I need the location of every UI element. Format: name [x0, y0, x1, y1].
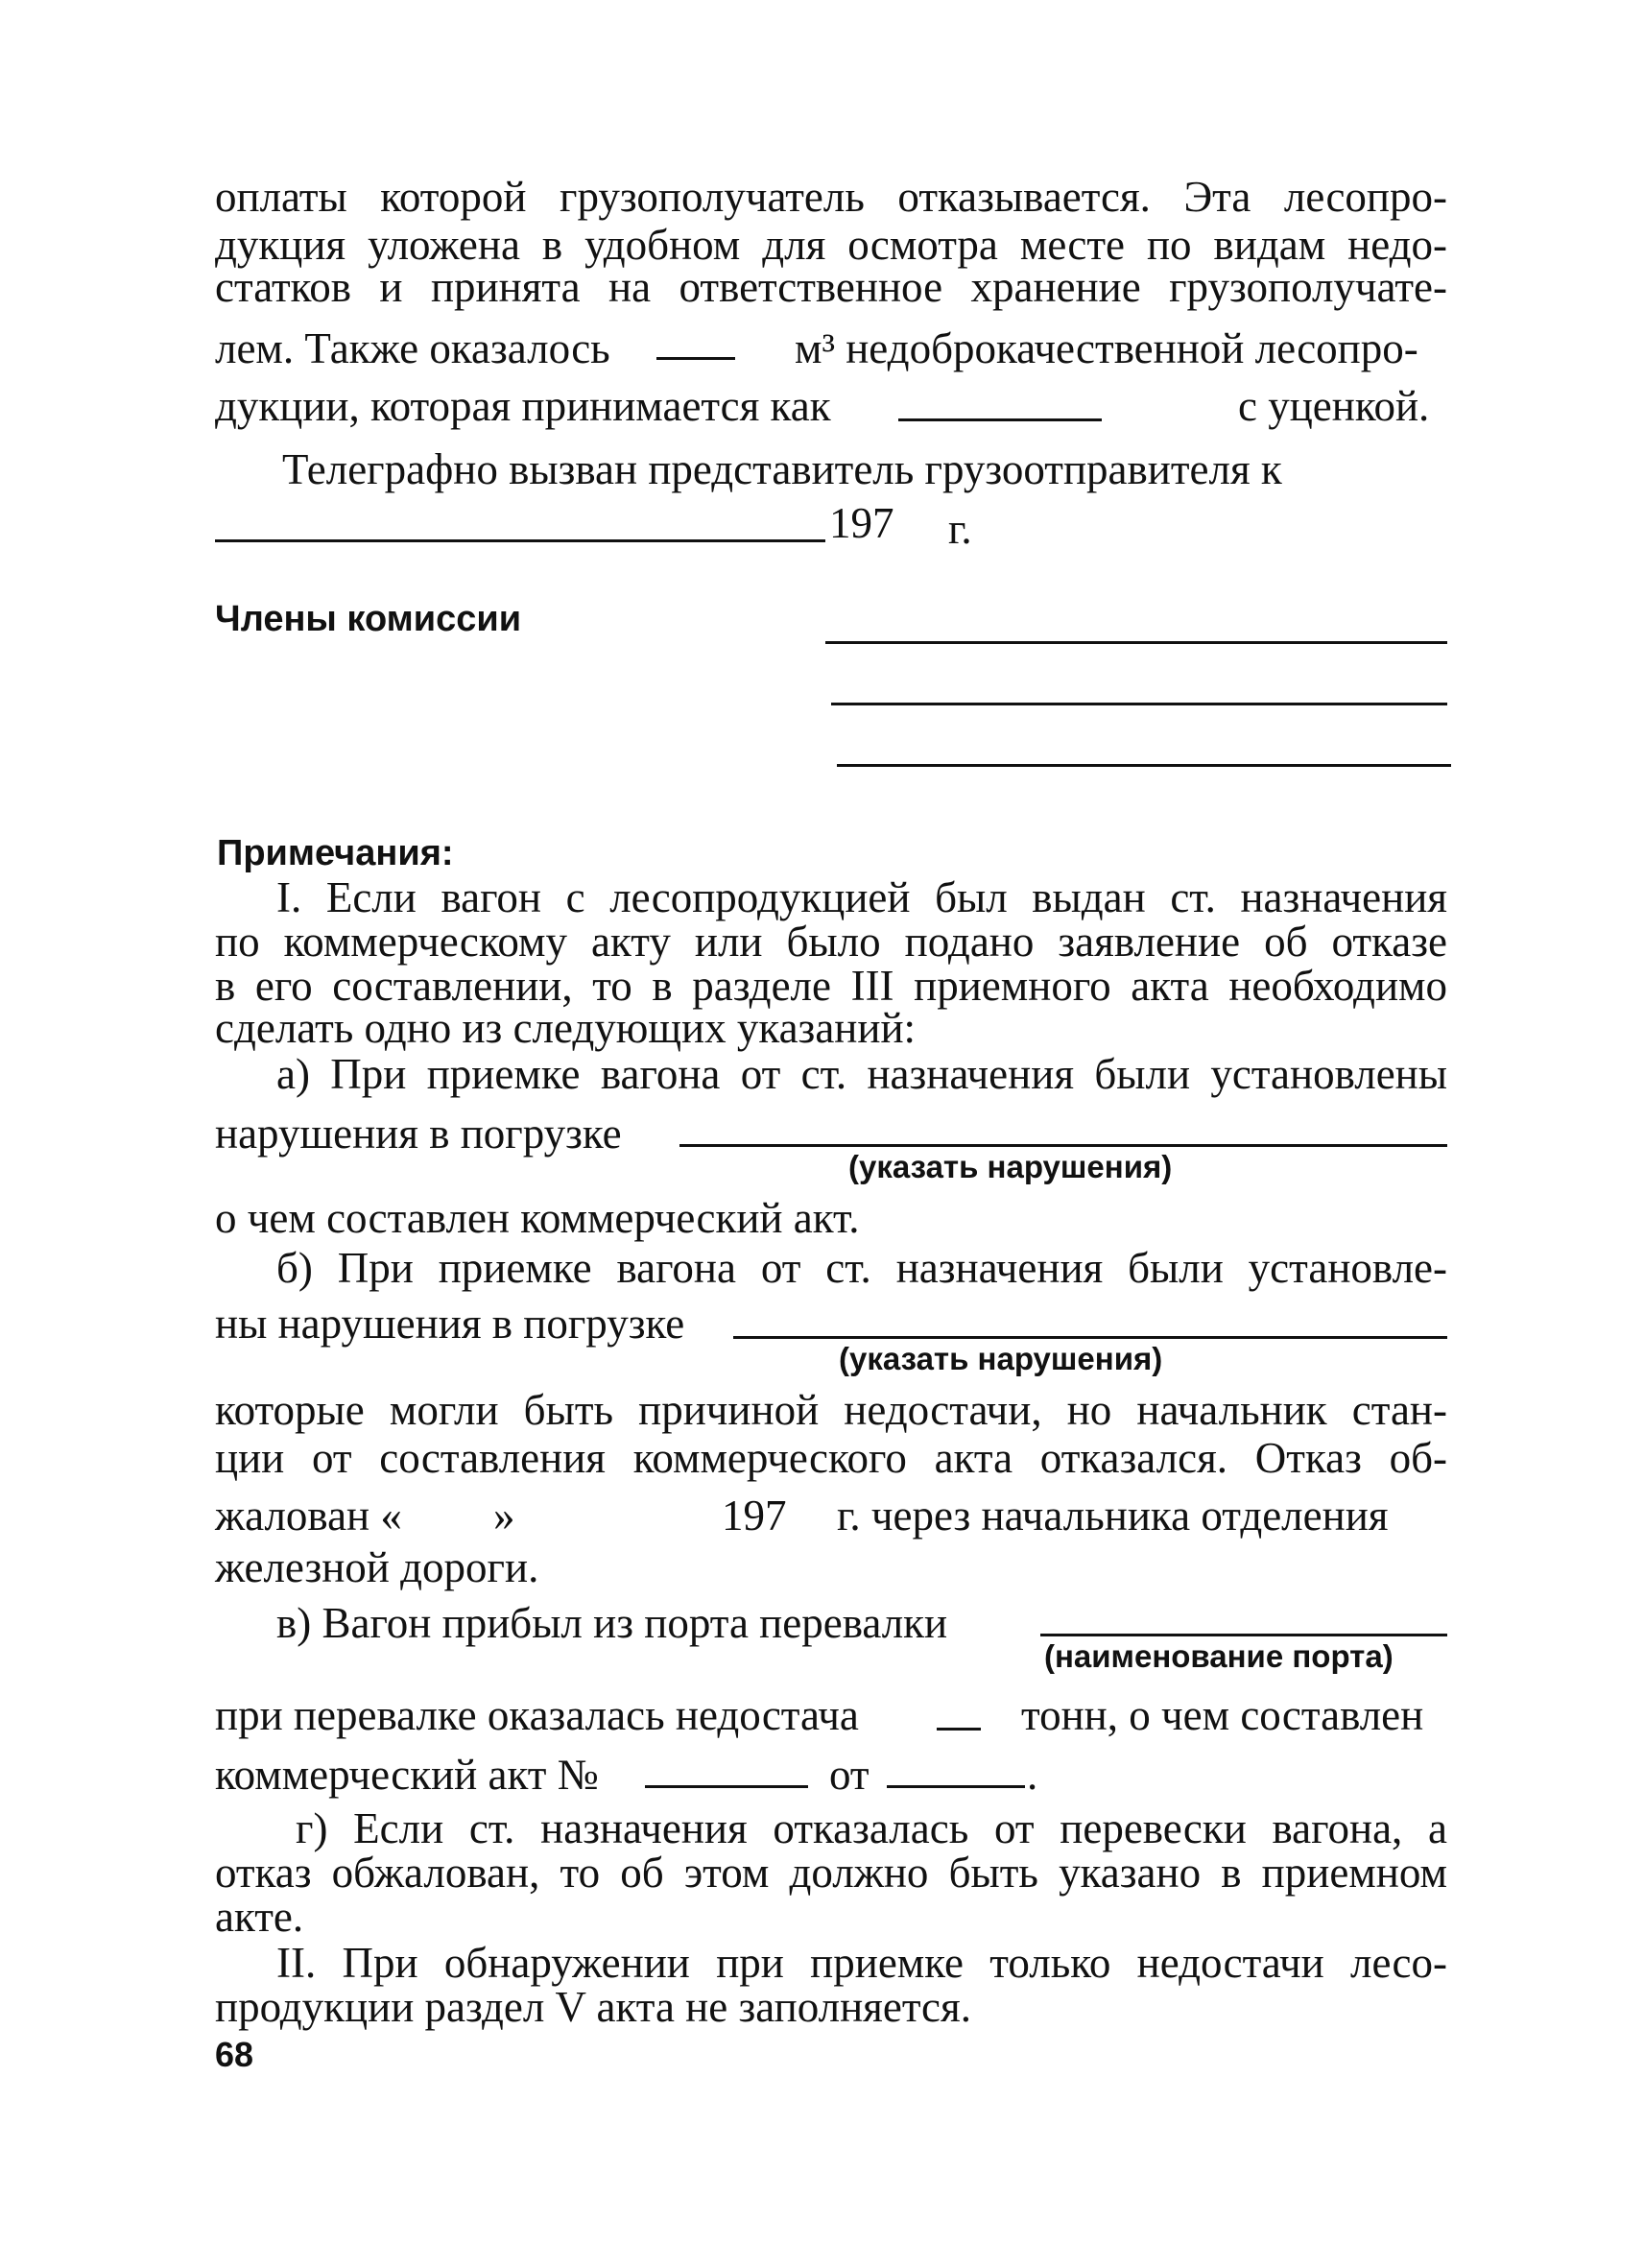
text-line-part: 197	[722, 1492, 787, 1540]
text-line: I. Если вагон с лесопродукцией был выдан ст. назначения	[276, 873, 1447, 921]
text-line: акте.	[215, 1893, 304, 1941]
blank-field	[937, 1728, 981, 1731]
text-line: отказ обжалован, то об этом должно быть указано в приемном	[215, 1849, 1447, 1897]
telegraph-text: Телеграфно вызван представитель грузоотправителя к	[282, 445, 1282, 493]
year-suffix: г.	[948, 505, 972, 553]
field-caption: (наименование порта)	[1044, 1638, 1394, 1674]
text-line: г) Если ст. назначения отказалась от перевески вагона, а	[296, 1804, 1447, 1852]
text-line-part: ны нарушения в погрузке	[215, 1300, 685, 1348]
text-line: оплаты которой грузополучатель отказывается. Эта лесопро-	[215, 173, 1447, 221]
signature-line	[831, 703, 1447, 705]
text-line-part: г. через начальника отделения	[837, 1492, 1389, 1540]
blank-field	[215, 539, 825, 542]
text-line-part: лем. Также оказалось	[215, 324, 610, 372]
blank-field	[898, 418, 1102, 421]
blank-field	[1040, 1634, 1447, 1636]
text-line-part: коммерческий акт №	[215, 1751, 599, 1799]
blank-field	[679, 1144, 1447, 1147]
text-line: сделать одно из следующих указаний:	[215, 1004, 917, 1052]
text-line-part: дукции, которая принимается как	[215, 382, 831, 430]
text-line-part: в) Вагон прибыл из порта перевалки	[276, 1599, 948, 1647]
year-text: 197	[829, 499, 894, 547]
text-line: дукция уложена в удобном для осмотра месте по видам недо-	[215, 221, 1447, 269]
text-line: II. При обнаружении при приемке только недостачи лесо-	[276, 1939, 1447, 1987]
signature-line	[825, 641, 1447, 644]
notes-heading: Примечания:	[217, 833, 454, 873]
blank-field	[645, 1785, 808, 1788]
text-line-part: »	[493, 1492, 515, 1540]
text-line: по коммерческому акту или было подано заявление об отказе	[215, 918, 1447, 966]
text-line: о чем составлен коммерческий акт.	[215, 1194, 860, 1242]
text-line-part: с уценкой.	[1238, 382, 1430, 430]
text-line: продукции раздел V акта не заполняется.	[215, 1983, 971, 2031]
text-line: б) При приемке вагона от ст. назначения были установле-	[276, 1244, 1447, 1292]
blank-field	[887, 1785, 1025, 1788]
text-line: железной дороги.	[215, 1543, 539, 1591]
text-line-part: нарушения в погрузке	[215, 1110, 622, 1158]
text-line-part: .	[1027, 1751, 1038, 1799]
field-caption: (указать нарушения)	[839, 1341, 1163, 1376]
field-caption: (указать нарушения)	[848, 1149, 1173, 1184]
text-line: в его составлении, то в разделе III приемного акта необходимо	[215, 962, 1447, 1010]
blank-field	[656, 357, 735, 360]
text-line-part: при перевалке оказалась недостача	[215, 1691, 859, 1739]
text-line-part: м³ недоброкачественной лесопро-	[795, 324, 1418, 372]
commission-label: Члены комиссии	[215, 599, 522, 639]
text-line: которые могли быть причиной недостачи, но начальник стан-	[215, 1386, 1447, 1434]
text-line: ции от составления коммерческого акта отказался. Отказ об-	[215, 1434, 1447, 1482]
text-line: а) При приемке вагона от ст. назначения были установлены	[276, 1050, 1447, 1098]
text-line: статков и принята на ответственное хранение грузополучате-	[215, 263, 1447, 311]
blank-field	[733, 1336, 1447, 1339]
text-line-part: жалован «	[215, 1492, 402, 1540]
signature-line	[837, 764, 1451, 767]
document-page	[215, 0, 1447, 2268]
page-number: 68	[215, 2035, 254, 2074]
text-line-part: от	[829, 1751, 870, 1799]
text-line-part: тонн, о чем составлен	[1021, 1691, 1424, 1739]
